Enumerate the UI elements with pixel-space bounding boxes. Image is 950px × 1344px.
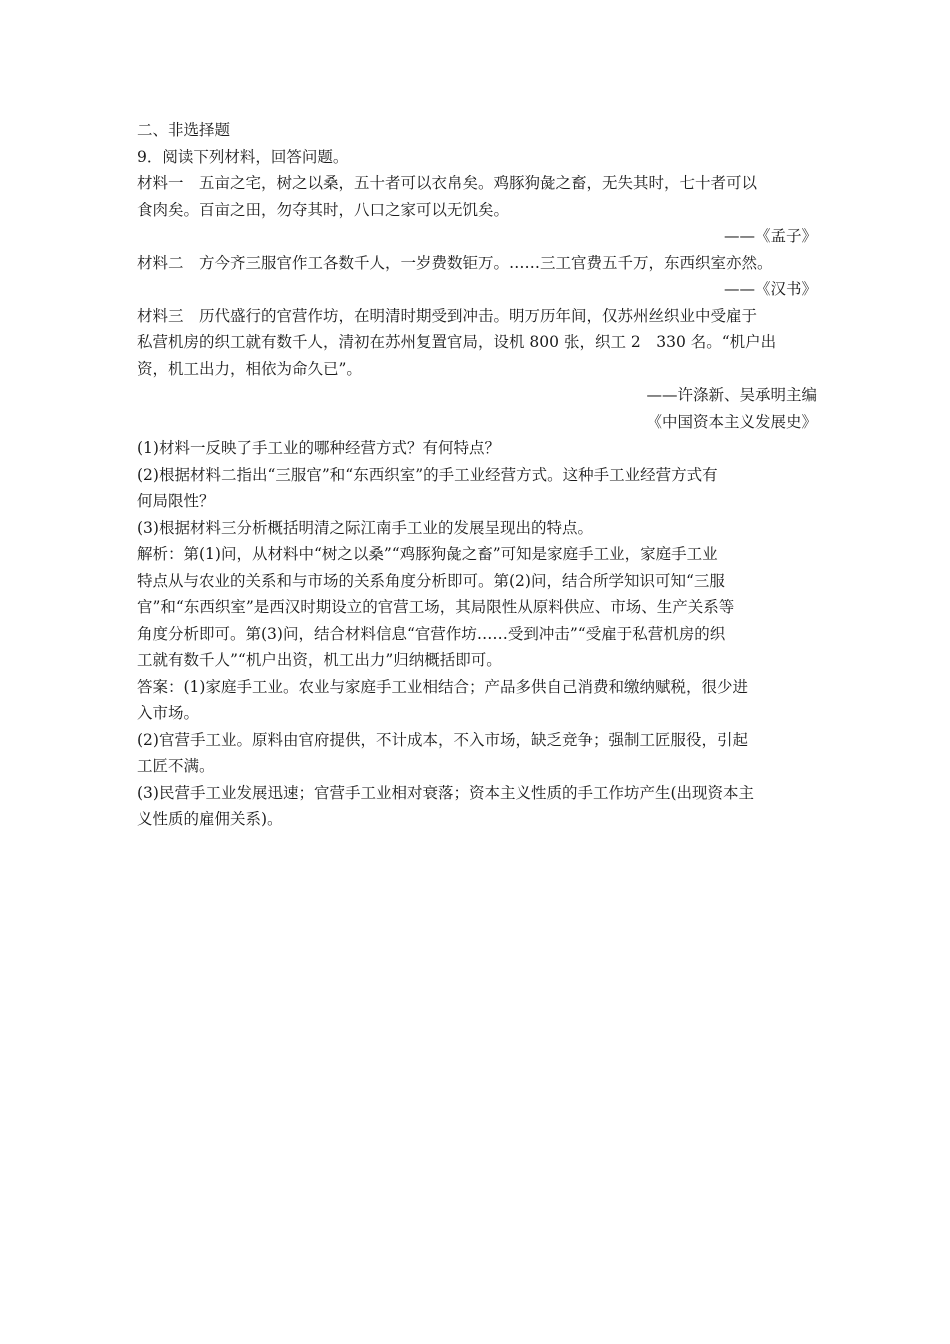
answer-line: (2)官营手工业。原料由官府提供，不计成本，不入市场，缺乏竞争；强制工匠服役，引起 bbox=[137, 730, 748, 749]
sub-question-3: (3)根据材料三分析概括明清之际江南手工业的发展呈现出的特点。 bbox=[137, 518, 593, 537]
analysis-line: 特点从与农业的关系和与市场的关系角度分析即可。第(2)问，结合所学知识可知“三服 bbox=[137, 571, 725, 590]
material-three-line: 资，机工出力，相依为命久已”。 bbox=[137, 359, 362, 378]
material-three-source-title: 《中国资本主义发展史》 bbox=[646, 412, 817, 431]
sub-question-2: (2)根据材料二指出“三服官”和“东西织室”的手工业经营方式。这种手工业经营方式有 bbox=[137, 465, 718, 484]
material-three-source: ——许涤新、吴承明主编 bbox=[646, 386, 817, 404]
material-two-line: 材料二 方今齐三服官作工各数千人，一岁费数钜万。……三工官费五千万，东西织室亦然。 bbox=[137, 253, 773, 272]
material-one-source: ——《孟子》 bbox=[723, 227, 817, 245]
analysis-line: 解析：第(1)问，从材料中“树之以桑”“鸡豚狗彘之畜”可知是家庭手工业，家庭手工业 bbox=[137, 545, 718, 563]
analysis-line: 官”和“东西织室”是西汉时期设立的官营工场，其局限性从原料供应、市场、生产关系等 bbox=[137, 598, 735, 616]
answer-line: 入市场。 bbox=[137, 704, 200, 722]
material-three-line: 材料三 历代盛行的官营作坊，在明清时期受到冲击。明万历年间，仅苏州丝织业中受雇于 bbox=[137, 306, 758, 325]
material-one bbox=[137, 170, 817, 250]
answer-line: 工匠不满。 bbox=[137, 757, 215, 775]
analysis-line: 角度分析即可。第(3)问，结合材料信息“官营作坊……受到冲击”“受雇于私营机房的织 bbox=[137, 624, 726, 643]
analysis-line: 工就有数千人”“机户出资，机工出力”归纳概括即可。 bbox=[137, 651, 502, 669]
sub-question-1: (1)材料一反映了手工业的哪种经营方式？有何特点？ bbox=[137, 439, 500, 457]
material-two bbox=[137, 250, 817, 303]
document-body bbox=[137, 117, 817, 833]
answer-line: 答案：(1)家庭手工业。农业与家庭手工业相结合；产品多供自己消费和缴纳赋税，很少进 bbox=[137, 677, 748, 696]
sub-question-2-cont: 何局限性？ bbox=[137, 492, 215, 510]
section-title: 二、非选择题 bbox=[137, 121, 231, 139]
question-stem: 9．阅读下列材料，回答问题。 bbox=[137, 147, 349, 166]
material-two-source: ——《汉书》 bbox=[723, 280, 817, 298]
sub-questions bbox=[137, 435, 817, 541]
material-one-line: 材料一 五亩之宅，树之以桑，五十者可以衣帛矣。鸡豚狗彘之畜，无失其时，七十者可以 bbox=[137, 174, 758, 192]
answer bbox=[137, 674, 817, 833]
material-one-line: 食肉矣。百亩之田，勿夺其时，八口之家可以无饥矣。 bbox=[137, 200, 510, 219]
material-three bbox=[137, 303, 817, 436]
answer-line: 义性质的雇佣关系)。 bbox=[137, 810, 283, 828]
answer-line: (3)民营手工业发展迅速；官营手工业相对衰落；资本主义性质的手工作坊产生(出现资本主 bbox=[137, 783, 755, 802]
material-three-line: 私营机房的织工就有数千人，清初在苏州复置官局，设机 800 张，织工 2 330 名。“机户出 bbox=[137, 333, 777, 351]
analysis bbox=[137, 541, 817, 674]
